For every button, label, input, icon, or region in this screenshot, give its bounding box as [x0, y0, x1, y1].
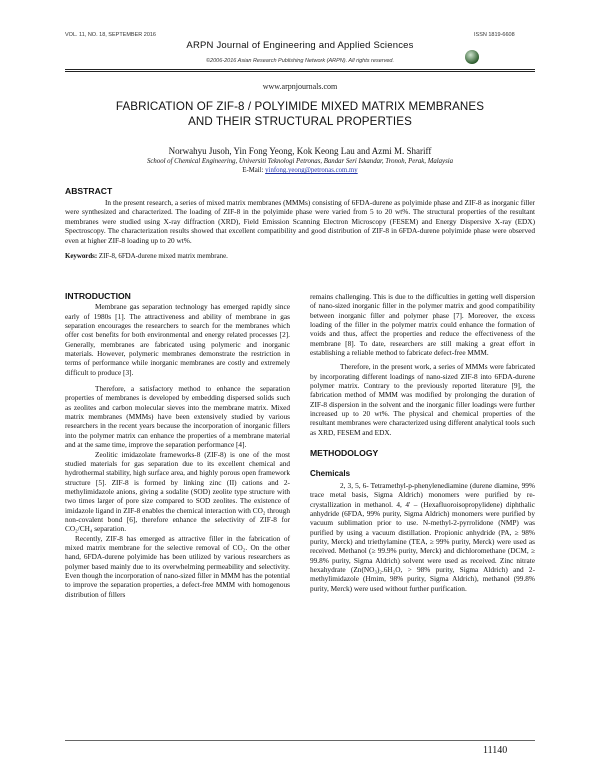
introduction-heading: INTRODUCTION — [65, 291, 131, 301]
page-number: 11140 — [483, 745, 508, 756]
authors: Norwahyu Jusoh, Yin Fong Yeong, Kok Keong Lau and Azmi M. Shariff — [168, 146, 432, 156]
title-line-1: FABRICATION OF ZIF-8 / POLYIMIDE MIXED MATRIX MEMBRANES — [115, 100, 485, 113]
header-rule-bottom — [65, 71, 535, 72]
email-label: E-Mail: — [242, 167, 266, 174]
abstract-body — [65, 198, 535, 245]
affiliation: School of Chemical Engineering, Universiti Teknologi Petronas, Bandar Seri Iskandar, Tronoh, Perak, Malaysia — [146, 158, 454, 165]
abstract-heading: ABSTRACT — [65, 186, 113, 196]
intro-paragraph-1: Membrane gas separation technology has emerged rapidly since early of 1980s [1]. The attractiveness and ability of membrane in gas separation encourages the researchers to search for the membranes which offer cost benefits for both environmental and energy related processes [2]. Generally, membranes are fabricated using polymeric and inorganic materials. However, polymeric membranes demonstrate the restriction in terms of performance while inorganic membranes are costly and extremely difficult to produce [3]. — [65, 302, 290, 377]
header-rule-top — [65, 69, 535, 70]
chemicals-heading: Chemicals — [310, 468, 351, 478]
email-link[interactable]: yinfong.yeong@petronas.com.my — [265, 167, 358, 174]
intro-paragraph-4: Recently, ZIF-8 has emerged as attractive filler in the fabrication of mixed matrix membrane for the selective removal of CO₂. On the other hand, 6FDA-durene polyimide has been utilized by various researchers as polymer based mainly due to its overwhelming permeability and selectivity. Even though the incorporation of nano-sized filler in MMM has the potential to improve the separation properties, a defect-free MMM with homogenous distribution of fillers — [65, 533, 290, 599]
chemicals-paragraph: 2, 3, 5, 6- Tetramethyl-p-phenylenediamine (durene diamine, 99% trace metal basis, Sigma Aldrich) monomers were purified by re-crystallization in methanol. 4, 4' – (Hexafluoroisopropylidene) diphthalic anhydride (6FDA, 99% purity, Sigma Aldrich) monomers were purified by vacuum sublimation prior to use. N-methyl-2-pyrrolidone (NMP) was purified by using a vacuum distillation. Propionic anhydride (PA, ≥ 98% purity, Merck) and triethylamine (TEA, ≥ 99% purity, Merck) were used as received. Methanol (≥ 99.9% purity, Merck) and dichloromethane (DCM, ≥ 99.8% purity, Sigma Aldrich) solvent were used as received. Zinc nitrate hexahydrate (Zn(NO₃)₂.6H₂O, > 98% purity, Sigma Aldrich) and 2-methylimidazole (Hmim, 98% purity, Sigma Aldrich), methanol (99.8% purity, Merck) were used without further purification. — [310, 480, 535, 593]
right-column — [310, 292, 535, 593]
journal-name: ARPN Journal of Engineering and Applied Sciences — [186, 40, 414, 51]
abstract-text: In the present research, a series of mixed matrix membranes (MMMs) consisting of 6FDA-durene as polyimide phase and ZIF-8 as inorganic filler were synthesized and characterized. The loading of ZIF-8 in the polyimide phase were varied from 5 to 20 wt%. The structural properties of the resultant membranes were studied using X-ray diffraction (XRD), Field Emission Scanning Electron Microscopy (FESEM) and Energy Dispersive X-ray (EDX) Spectroscopy. The characterization results showed that excellent compatibility and good distribution of ZIF-8 in 6FDA-durene polyimide phase were observed even at higher ZIF-8 loading up to 20 wt%. — [65, 198, 535, 245]
intro-paragraph-2: Therefore, a satisfactory method to enhance the separation properties of membranes is developed by embedding dispersed solids such as zeolites and carbon molecular sieves into the membrane matrix. Mixed matrix membranes (MMMs) have been extensively studied by various researchers in the recent years because the incorporation of inorganic fillers into the polymer matrix can enhance the properties of a membrane material and at the same time, improve the separation performance [4]. — [65, 384, 290, 450]
paper-title — [60, 100, 540, 129]
issn: ISSN 1819-6608 — [474, 32, 515, 38]
intro-paragraph-6: Therefore, in the present work, a series of MMMs were fabricated by incorporating different loadings of nano-sized ZIF-8 into 6FDA-durene polymer matrix. Contrary to the previously reported literature [9], the fabrication method of MMM was modified by prolonging the duration of ZIF-8 dispersion in the solvent and the inorganic filler loadings were further increased up to 20 wt%. The physical and chemical properties of the resultant membranes were characterized using different analytical tools such as XRD, FESEM and EDX. — [310, 362, 535, 437]
keywords-text: ZIF-8, 6FDA-durene mixed matrix membrane. — [97, 253, 228, 260]
copyright: ©2006-2016 Asian Research Publishing Network (ARPN). All rights reserved. — [206, 58, 394, 64]
title-line-2: AND THEIR STRUCTURAL PROPERTIES — [188, 114, 412, 128]
footer-rule — [65, 740, 535, 741]
methodology-heading: METHODOLOGY — [310, 448, 379, 459]
left-column — [65, 292, 290, 599]
keywords — [65, 253, 228, 260]
volume-info: VOL. 11, NO. 18, SEPTEMBER 2016 — [65, 32, 156, 38]
intro-paragraph-5: remains challenging. This is due to the difficulties in getting well dispersion of nano-sized inorganic filler in the polymer matrix and good compatibility between inorganic filler and polymer phase [7]. Moreover, the excess loading of the filler in the polymer matrix could enhance the formation of voids and thus, affect the properties and reduce the effectiveness of the membrane [8]. To date, researchers are still making a great effort in establishing a reliable method to fabricate defect-free MMM. — [310, 292, 535, 358]
intro-paragraph-3: Zeolitic imidazolate frameworks-8 (ZIF-8) is one of the most studied materials for gas separation due to its excellent chemical and hydrothermal stability, high surface area, and highly porous open framework structure [5]. ZIF-8 is formed by linking zinc (II) cations and 2-methylimidazole anions, giving a sodalite (SOD) zeolite type structure with two times larger of pore size compared to SOD zeolites. The existence of imidazole ligand in ZIF-8 enables the chemical interaction with CO₂ through non-covalent bond [6], therefore enhance the selectivity of ZIF-8 for CO₂/CH₄ separation. — [65, 449, 290, 534]
website: www.arpnjournals.com — [262, 82, 338, 91]
email-line — [0, 167, 600, 174]
keywords-label: Keywords: — [65, 253, 98, 260]
